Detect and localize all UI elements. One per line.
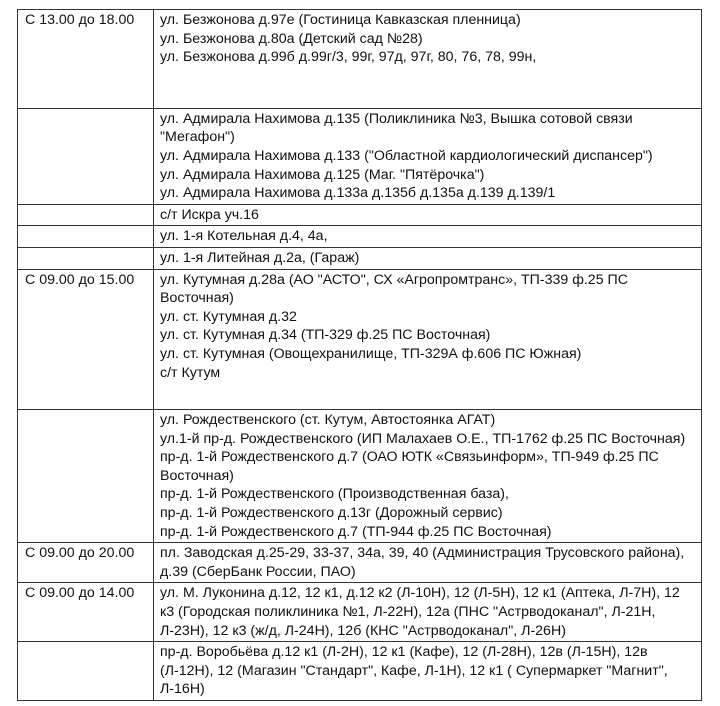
address-line: ул. Кутумная д.28а (АО "АСТО", СХ «Агропромтранс», ТП-339 ф.25 ПС Восточная)	[160, 271, 628, 307]
address-line: пл. Заводская д.25-29, 33-37, 34а, 39, 40 (Администрация Трусовского района), д.39 (СберБанк России, ПАО)	[160, 545, 685, 580]
address-line: ул. ст. Кутумная д.32	[160, 308, 297, 325]
schedule-row	[18, 10, 702, 109]
address-line: ул. Адмирала Нахимова д.133 ("Областной кардиологический диспансер")	[160, 147, 653, 164]
address-cell	[154, 543, 702, 583]
schedule-row	[18, 226, 702, 248]
address-line: ул. Адмирала Нахимова д.135 (Поликлиника №3, Вышка сотовой связи "Мегафон")	[160, 110, 633, 146]
schedule-row	[18, 543, 702, 583]
address-line: ул. Безжонова д.80а (Детский сад №28)	[160, 30, 423, 47]
address-line: с/т Искра уч.16	[160, 206, 259, 223]
address-line: ул. ст. Кутумная (Овощехранилище, ТП-329А ф.606 ПС Южная)	[160, 345, 582, 362]
schedule-row	[18, 410, 702, 543]
address-cell	[154, 226, 702, 248]
address-cell	[154, 410, 702, 543]
time-cell	[18, 108, 154, 204]
address-line: ул. Адмирала Нахимова д.125 (Маг. "Пятёрочка")	[160, 166, 485, 183]
address-cell	[154, 108, 702, 204]
address-line: пр-д. 1-й Рождественского д.7 (ОАО ЮТК «Связьинформ», ТП-949 ф.25 ПС Восточная)	[160, 449, 659, 484]
address-line: пр-д. 1-й Рождественского (Производственная база),	[160, 486, 509, 503]
time-cell	[18, 204, 154, 226]
address-line: пр-д. Воробьёва д.12 к1 (Л-2Н), 12 к1 (Кафе), 12 (Л-28Н), 12в (Л-15Н), 12в (Л-12Н), 12 (Магазин "Стандарт", Кафе, Л-1Н), 12 к1 ( Супермаркет "Магнит", Л-16Н)	[160, 644, 668, 698]
address-line: ул. Адмирала Нахимова д.133а д.135б д.135а д.139 д.139/1	[160, 185, 556, 202]
time-cell: С 09.00 до 14.00	[18, 583, 154, 642]
time-cell: С 09.00 до 20.00	[18, 543, 154, 583]
address-line: ул. 1-я Котельная д.4, 4а,	[160, 228, 328, 245]
schedule-row	[18, 247, 702, 269]
address-line: ул. М. Луконина д.12, 12 к1, д.12 к2 (Л-10Н), 12 (Л-5Н), 12 к1 (Аптека, Л-7Н), 12 к3 (Городская поликлиника №1, Л-22Н), 12а (ПНС "Астрводоканал", Л-21Н, Л-23Н), 12 к3 (ж/д, Л-24Н), 12б (КНС "Астрводоканал", Л-26Н)	[160, 585, 680, 639]
time-cell: С 13.00 до 18.00	[18, 10, 154, 109]
address-line: ул. ст. Кутумная д.34 (ТП-329 ф.25 ПС Восточная)	[160, 327, 491, 344]
address-cell	[154, 642, 702, 701]
address-cell	[154, 10, 702, 109]
schedule-row	[18, 642, 702, 701]
address-line: ул. Рождественского (ст. Кутум, Автостоянка АГАТ)	[160, 412, 496, 429]
address-cell	[154, 583, 702, 642]
schedule-row	[18, 269, 702, 410]
time-cell	[18, 642, 154, 701]
address-line: ул. Безжонова д.97е (Гостиница Кавказская пленница)	[160, 12, 521, 28]
address-line: ул. 1-я Литейная д.2а, (Гараж)	[160, 249, 360, 266]
address-line: пр-д. 1-й Рождественского д.7 (ТП-944 ф.25 ПС Восточная)	[160, 523, 552, 540]
address-line: ул. Безжонова д.99б д.99г/3, 99г, 97д, 97г, 80, 76, 78, 99н,	[160, 49, 537, 66]
address-line: пр-д. 1-й Рождественского д.13г (Дорожный сервис)	[160, 505, 503, 522]
address-line: ул.1-й пр-д. Рождественского (ИП Малахаев О.Е., ТП-1762 ф.25 ПС Восточная)	[160, 430, 686, 447]
time-cell	[18, 247, 154, 269]
address-cell	[154, 247, 702, 269]
schedule-row	[18, 583, 702, 642]
time-cell	[18, 226, 154, 248]
time-cell	[18, 410, 154, 543]
address-cell	[154, 269, 702, 410]
schedule-row	[18, 108, 702, 204]
address-line: с/т Кутум	[160, 364, 221, 381]
schedule-row	[18, 204, 702, 226]
time-cell: С 09.00 до 15.00	[18, 269, 154, 410]
outage-schedule-table	[17, 9, 702, 701]
address-cell	[154, 204, 702, 226]
